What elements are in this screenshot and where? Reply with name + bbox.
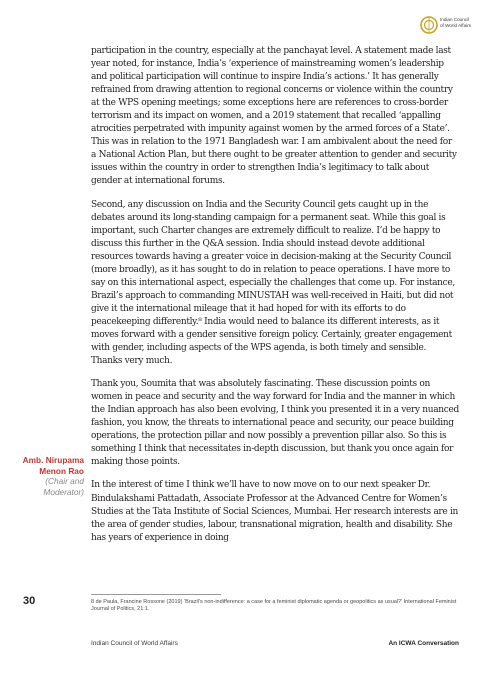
logo-line-2: of World Affairs	[440, 23, 471, 28]
icwa-emblem-icon	[420, 15, 438, 35]
icwa-logo	[420, 13, 470, 39]
paragraph-4: In the interest of time I think we’ll have to now move on to our next speaker Dr. Bindulakshami Pattadath, Associate Professor at the Advanced Centre for Women’s Studies at the Tata Institute of Social Sciences, Mumbai. Her research interests are in the area of gender studies, labour, transnational migration, health and disability. She has years of experience in doing	[91, 480, 458, 543]
main-body	[91, 45, 459, 555]
logo-line-1: Indian Council	[440, 17, 470, 22]
paragraph-3: Thank you, Soumita that was absolutely fascinating. These discussion points on women in peace and security and the way forward for India and the manner in which the Indian approach has also been evolving, I think you presented it in a very nuanced fashion, you know, the threats to international peace and security, our peace building operations, the protection pillar and now possibly a prevention pillar also. So this is something I think that necessitates in-depth discussion, but thank you once again for making those points.	[91, 379, 459, 468]
paragraph-1: participation in the country, especially at the panchayat level. A statement made last year noted, for instance, India’s ‘experience of mainstreaming women’s leadership and political participation will continue to inspire India’s actions.’ It has generally refrained from drawing attention to regional concerns or violence within the country at the WPS opening meetings; some exceptions here are references to cross-border terrorism and its impact on women, and a 2019 statement that recalled ‘appalling atrocities perpetrated with impunity against women by the armed forces of a State’. This was in relation to the 1971 Bangladesh war. I am ambivalent about the need for a National Action Plan, but there ought to be greater attention to gender and security issues within the country in order to strengthen India’s legitimacy to talk about gender at international forums.	[91, 46, 457, 187]
speaker-name: Amb. Nirupama Menon Rao	[22, 455, 84, 476]
footnote: 8 de Paula, Francine Rossone (2019) ‘Brazil’s non-indifference: a case for a feminist diplomatic agenda or geopolitics as usual?’ International Feminist Journal of Politics, 21:1.	[91, 599, 457, 613]
page-number: 30	[23, 595, 36, 607]
speaker-role: (Chair and Moderator)	[43, 476, 84, 497]
footnote-divider	[91, 594, 221, 595]
speaker-label	[18, 455, 84, 497]
paragraph-2: Second, any discussion on India and the Security Council gets caught up in the debates around its long-standing campaign for a permanent seat. While this goal is important, such Charter changes are extremely difficult to realize. I’d be happy to discuss this further in the Q&A session. India should instead devote additional resources towards having a greater voice in decision-making at the Security Council (more broadly), as it has sought to do in relation to peace operations. I have more to say on this international aspect, especially the challenges that come up. For instance, Brazil’s approach to commanding MINUSTAH was well-received in Haiti, but did not give it the international mileage that it had hoped for with its efforts to do peacekeeping differently.⁸ India would need to balance its different interests, as it moves forward with a gender sensitive foreign policy. Certainly, greater engagement with gender, including aspects of the WPS agenda, is both timely and sensible. Thanks very much.	[91, 199, 455, 367]
footer-series: An ICWA Conversation	[388, 640, 459, 647]
footer-publisher: Indian Council of World Affairs	[91, 640, 178, 647]
logo-wordmark	[440, 17, 474, 29]
